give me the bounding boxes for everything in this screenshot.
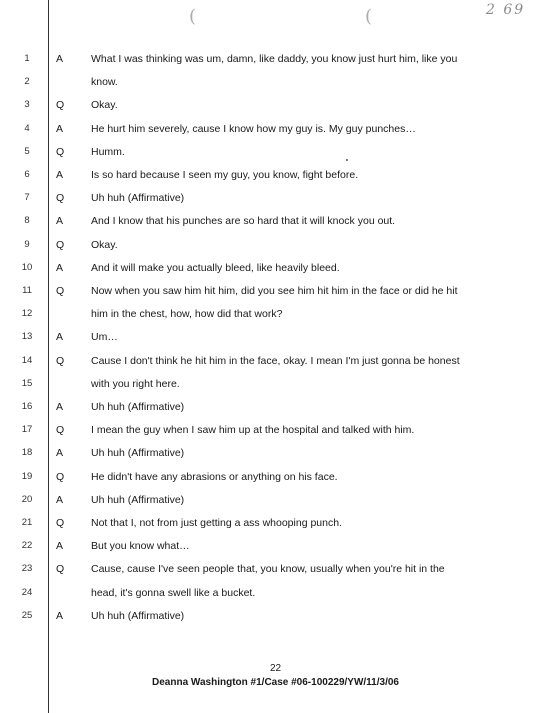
transcript-line	[0, 327, 551, 347]
line-text: Uh huh (Affirmative)	[91, 447, 185, 460]
line-text: Okay.	[91, 238, 118, 251]
line-number: 8	[24, 215, 30, 227]
line-text: Um…	[91, 331, 118, 344]
transcript-line	[0, 606, 551, 626]
line-text: him in the chest, how, how did that work?	[91, 308, 283, 321]
line-text: Cause, cause I've seen people that, you know, usually when you're hit in the	[91, 563, 445, 576]
line-text: Okay.	[91, 99, 118, 112]
line-number: 18	[21, 447, 33, 459]
transcript-line	[0, 72, 551, 92]
line-number: 1	[24, 53, 30, 64]
line-text: Uh huh (Affirmative)	[91, 609, 185, 622]
line-text: He hurt him severely, cause I know how my guy is. My guy punches…	[91, 122, 416, 135]
transcript-line	[0, 258, 551, 278]
transcript-line	[0, 559, 551, 579]
line-text: But you know what…	[91, 540, 190, 553]
line-text: Uh huh (Affirmative)	[91, 493, 185, 506]
line-number: 21	[21, 517, 33, 528]
speaker-label: Q	[56, 145, 65, 158]
line-number: 22	[21, 540, 33, 552]
scan-mark-left: (	[189, 6, 197, 27]
speaker-label: Q	[56, 563, 65, 576]
footer-page-number: 22	[269, 663, 282, 674]
speaker-label: A	[56, 401, 64, 413]
transcript-line	[0, 420, 551, 440]
transcript-line	[0, 119, 551, 139]
speaker-label: A	[56, 493, 64, 506]
speaker-label: Q	[56, 470, 65, 483]
line-number: 9	[24, 238, 30, 250]
line-text: And I know that his punches are so hard that it will knock you out.	[91, 215, 396, 228]
line-number: 6	[24, 169, 30, 180]
line-text: Now when you saw him hit him, did you see him hit him in the face or did he hit	[91, 285, 458, 297]
transcript-line	[0, 235, 551, 255]
transcript-line	[0, 467, 551, 487]
line-number: 24	[21, 586, 33, 598]
transcript-line	[0, 304, 551, 324]
line-text: know.	[91, 76, 118, 89]
speaker-label: Q	[56, 424, 65, 437]
line-number: 25	[21, 609, 33, 621]
line-number: 12	[21, 308, 33, 320]
line-text: Humm.	[91, 145, 125, 158]
speaker-label: A	[56, 609, 64, 622]
line-text: Uh huh (Affirmative)	[91, 192, 185, 205]
line-text: head, it's gonna swell like a bucket.	[91, 586, 256, 599]
transcript-line	[0, 583, 551, 603]
line-number: 5	[24, 145, 30, 157]
speaker-label: A	[56, 215, 64, 228]
line-text: with you right here.	[91, 377, 180, 390]
scan-mark-right: (	[365, 6, 373, 27]
footer-case-line: Deanna Washington #1/Case #06-100229/YW/11/3/06	[152, 677, 399, 688]
speaker-label: Q	[56, 285, 65, 297]
transcript-line	[0, 513, 551, 533]
line-number: 14	[21, 354, 33, 366]
speaker-label: Q	[56, 99, 65, 112]
transcript-line	[0, 374, 551, 394]
line-number: 19	[21, 470, 33, 482]
speaker-label: A	[56, 331, 64, 344]
line-text: He didn't have any abrasions or anything on his face.	[91, 470, 338, 483]
line-text: And it will make you actually bleed, like heavily bleed.	[91, 261, 340, 274]
transcript-line	[0, 49, 551, 69]
line-text: What I was thinking was um, damn, like daddy, you know just hurt him, like you	[91, 53, 458, 65]
line-number: 11	[22, 285, 32, 296]
line-number: 10	[21, 261, 33, 273]
line-text: I mean the guy when I saw him up at the hospital and talked with him.	[91, 424, 415, 437]
transcript-line	[0, 443, 551, 463]
line-number: 20	[21, 493, 33, 505]
line-number: 4	[24, 122, 30, 134]
transcript-line	[0, 281, 551, 301]
speaker-label: Q	[56, 517, 65, 529]
line-number: 13	[21, 331, 33, 343]
handwritten-page-mark: 2 69	[486, 2, 526, 18]
transcript-line	[0, 165, 551, 185]
line-text: Is so hard because I seen my guy, you know, fight before.	[91, 169, 359, 181]
line-number: 23	[21, 563, 33, 575]
speaker-label: Q	[56, 354, 65, 367]
line-text: Cause I don't think he hit him in the face, okay. I mean I'm just gonna be honest	[91, 354, 460, 367]
line-number: 3	[24, 99, 30, 111]
speaker-label: A	[56, 169, 64, 181]
line-number: 16	[21, 401, 33, 412]
speaker-label: A	[56, 447, 64, 460]
line-number: 2	[24, 76, 30, 88]
transcript-line	[0, 95, 551, 115]
transcript-line	[0, 211, 551, 231]
speaker-label: A	[56, 53, 64, 65]
speaker-label: Q	[56, 192, 65, 205]
transcript-line	[0, 397, 551, 417]
transcript-line	[0, 536, 551, 556]
line-number: 17	[21, 424, 33, 436]
line-text: Not that I, not from just getting a ass whooping punch.	[91, 517, 342, 529]
transcript-line	[0, 351, 551, 371]
transcript-line	[0, 188, 551, 208]
speaker-label: Q	[56, 238, 65, 251]
speaker-label: A	[56, 540, 64, 553]
line-number: 7	[24, 192, 30, 204]
transcript-line	[0, 490, 551, 510]
line-text: Uh huh (Affirmative)	[91, 401, 185, 413]
speaker-label: A	[56, 261, 64, 274]
speaker-label: A	[56, 122, 64, 135]
transcript-line	[0, 142, 551, 162]
line-number: 15	[21, 377, 33, 389]
